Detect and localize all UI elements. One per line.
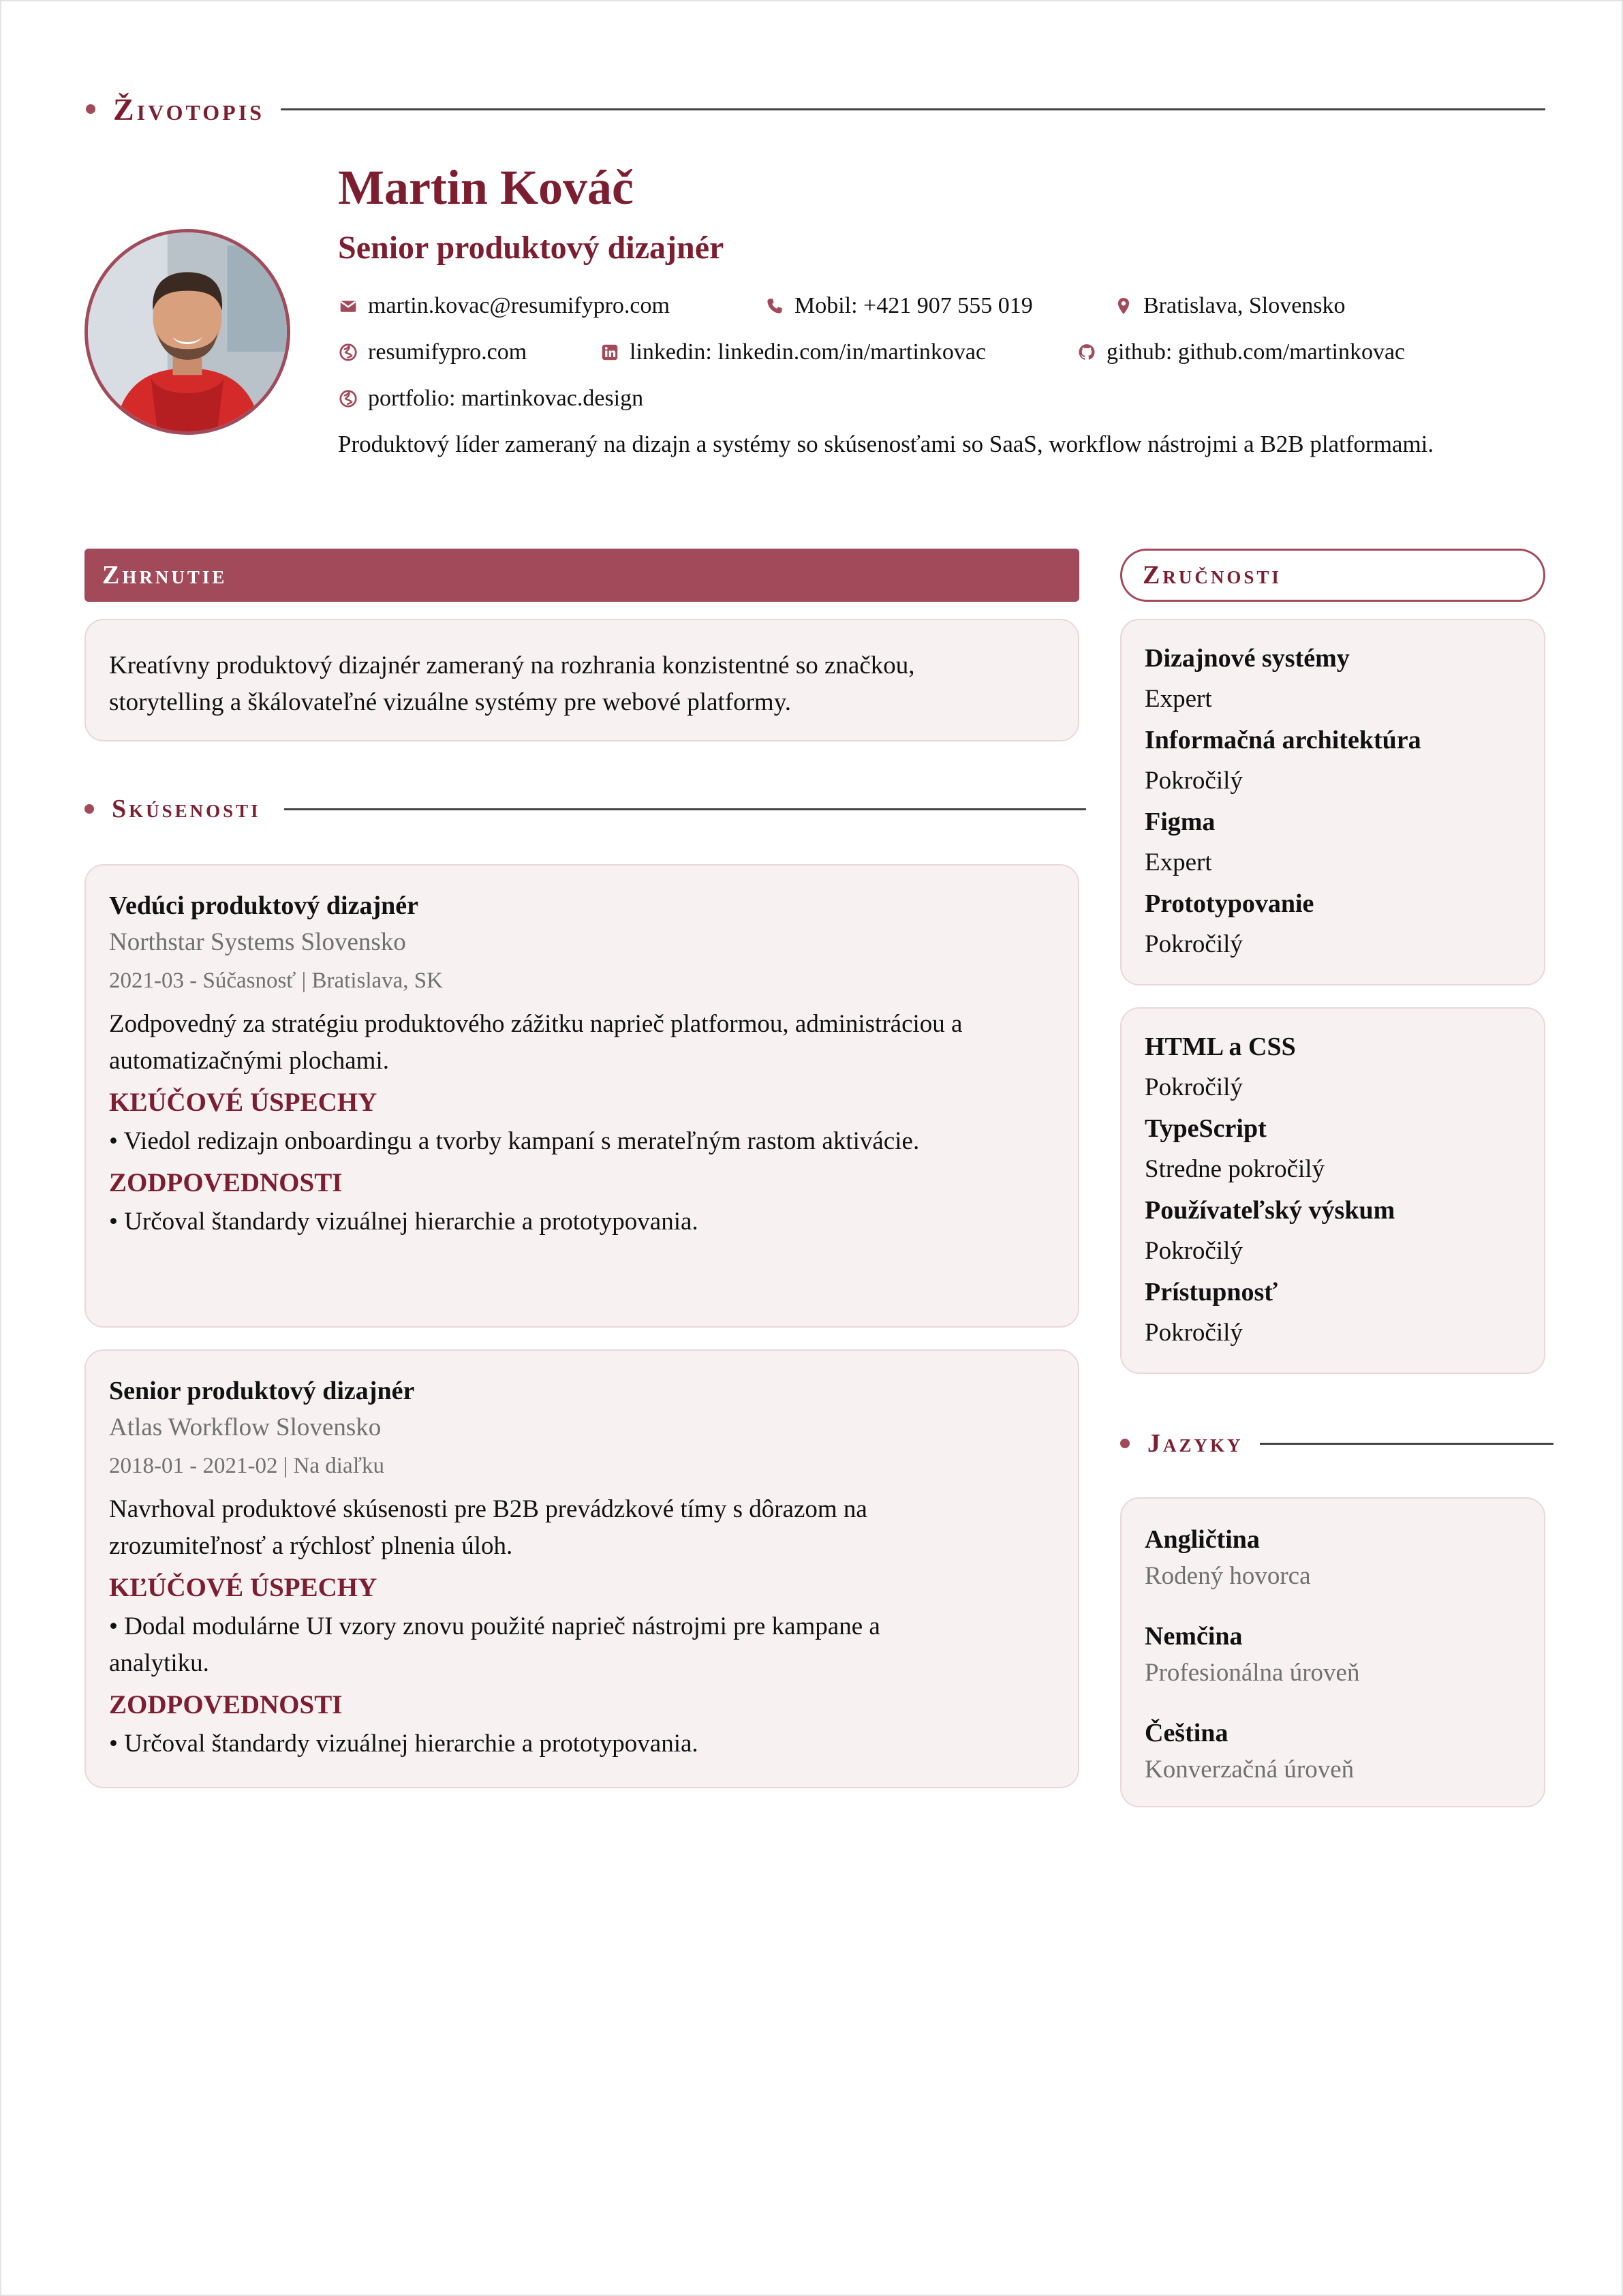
contact-location	[1113, 293, 1346, 319]
contact-phone-text: Mobil: +421 907 555 019	[794, 293, 1033, 318]
experience-role: Senior produktový dizajnér	[109, 1377, 415, 1405]
contact-website[interactable]	[338, 339, 527, 365]
heading-bullet	[86, 104, 95, 114]
experience-heading-label: Skúsenosti	[112, 795, 261, 823]
achievement-bullet: • Viedol redizajn onboardingu a tvorby kampaní s merateľným rastom aktivácie.	[109, 1127, 920, 1155]
language-item	[1145, 1617, 1521, 1691]
achievement-bullet: • Dodal modulárne UI vzory znovu použité naprieč nástrojmi pre kampane a analytiku.	[109, 1612, 880, 1677]
language-name: Čeština	[1145, 1719, 1228, 1747]
contact-portfolio-text: portfolio: martinkovac.design	[368, 386, 644, 411]
candidate-title: Senior produktový dizajnér	[338, 230, 724, 266]
experience-heading	[84, 790, 1086, 828]
skills-card	[1120, 1007, 1545, 1374]
language-item	[1145, 1520, 1521, 1594]
phone-icon	[764, 296, 785, 316]
contact-portfolio[interactable]	[338, 386, 643, 412]
experience-company: Atlas Workflow Slovensko	[109, 1413, 382, 1441]
candidate-name: Martin Kováč	[338, 160, 634, 215]
skill-level: Pokročilý	[1145, 767, 1243, 795]
contact-phone[interactable]	[764, 293, 1033, 319]
experience-role: Vedúci produktový dizajnér	[109, 891, 418, 920]
contact-email-text: martin.kovac@resumifypro.com	[368, 293, 670, 318]
skill-level: Stredne pokročilý	[1145, 1155, 1325, 1183]
experience-description: Navrhoval produktové skúsenosti pre B2B prevádzkové tímy s dôrazom na zrozumiteľnosť a rýchlosť plnenia úloh.	[109, 1495, 867, 1560]
languages-card	[1120, 1497, 1545, 1807]
globe-icon	[338, 342, 358, 363]
languages-heading-label: Jazyky	[1147, 1429, 1243, 1458]
document-heading-label: Životopis	[113, 91, 264, 127]
language-level: Konverzačná úroveň	[1145, 1756, 1355, 1784]
experience-item	[84, 864, 1079, 1328]
contact-email[interactable]	[338, 293, 670, 319]
skill-name: TypeScript	[1145, 1114, 1267, 1143]
skills-heading	[1120, 549, 1545, 602]
skill-level: Pokročilý	[1145, 1073, 1243, 1101]
skill-name: Používateľský výskum	[1145, 1196, 1395, 1225]
responsibilities-label: ZODPOVEDNOSTI	[109, 1168, 343, 1197]
contact-github[interactable]	[1077, 339, 1405, 365]
linkedin-icon	[600, 342, 620, 363]
skill-name: Dizajnové systémy	[1145, 644, 1350, 673]
skill-level: Expert	[1145, 848, 1212, 876]
github-icon	[1077, 342, 1097, 363]
contact-location-text: Bratislava, Slovensko	[1143, 293, 1346, 318]
responsibility-bullet: • Určoval štandardy vizuálnej hierarchie a prototypovania.	[109, 1208, 698, 1236]
skill-name: Prístupnosť	[1145, 1278, 1278, 1306]
summary-heading-label: Zhrnutie	[102, 561, 228, 590]
language-item	[1145, 1714, 1521, 1788]
experience-company: Northstar Systems Slovensko	[109, 928, 406, 956]
profile-tagline: Produktový líder zameraný na dizajn a systémy so skúsenosťami so SaaS, workflow nástrojmi a B2B platformami.	[338, 431, 1434, 457]
skills-heading-label: Zručnosti	[1143, 561, 1282, 590]
heading-rule	[1260, 1443, 1554, 1445]
achievements-label: KĽÚČOVÉ ÚSPECHY	[109, 1088, 377, 1117]
heading-rule	[281, 108, 1545, 110]
skill-name: Figma	[1145, 808, 1216, 836]
skill-name: Prototypovanie	[1145, 889, 1314, 918]
contact-website-text: resumifypro.com	[368, 339, 527, 365]
heading-bullet	[84, 804, 94, 814]
skill-level: Pokročilý	[1145, 1319, 1243, 1347]
language-level: Rodený hovorca	[1145, 1562, 1311, 1590]
achievements-label: KĽÚČOVÉ ÚSPECHY	[109, 1573, 377, 1602]
responsibilities-label: ZODPOVEDNOSTI	[109, 1690, 343, 1719]
skill-level: Pokročilý	[1145, 1237, 1243, 1265]
skill-name: HTML a CSS	[1145, 1032, 1296, 1061]
contact-linkedin-text: linkedin: linkedin.com/in/martinkovac	[630, 339, 987, 365]
location-icon	[1113, 296, 1134, 316]
language-level: Profesionálna úroveň	[1145, 1659, 1360, 1687]
responsibility-bullet: • Určoval štandardy vizuálnej hierarchie a prototypovania.	[109, 1730, 698, 1758]
heading-bullet	[1120, 1439, 1130, 1448]
language-name: Nemčina	[1145, 1622, 1243, 1651]
experience-item	[84, 1349, 1079, 1788]
contact-linkedin[interactable]	[600, 339, 986, 365]
languages-heading	[1120, 1424, 1554, 1463]
summary-card	[84, 619, 1079, 741]
heading-rule	[284, 808, 1086, 810]
skill-level: Pokročilý	[1145, 930, 1243, 958]
language-name: Angličtina	[1145, 1525, 1260, 1554]
experience-meta: 2018-01 - 2021-02 | Na diaľku	[109, 1454, 385, 1478]
globe-icon	[338, 388, 358, 409]
mail-icon	[338, 296, 358, 316]
document-heading	[86, 90, 1545, 128]
skill-name: Informačná architektúra	[1145, 726, 1421, 754]
skills-card	[1120, 619, 1545, 985]
avatar	[84, 229, 290, 435]
summary-heading	[84, 549, 1079, 602]
contact-github-text: github: github.com/martinkovac	[1107, 339, 1406, 365]
experience-meta: 2021-03 - Súčasnosť | Bratislava, SK	[109, 968, 443, 993]
avatar-illustration	[88, 232, 287, 431]
summary-text: Kreatívny produktový dizajnér zameraný na rozhrania konzistentné so značkou, storytelling a škálovateľné vizuálne systémy pre webové platformy.	[109, 652, 915, 716]
experience-description: Zodpovedný za stratégiu produktového zážitku naprieč platformou, administráciou a automatizačnými plochami.	[109, 1010, 963, 1075]
skill-level: Expert	[1145, 685, 1212, 713]
